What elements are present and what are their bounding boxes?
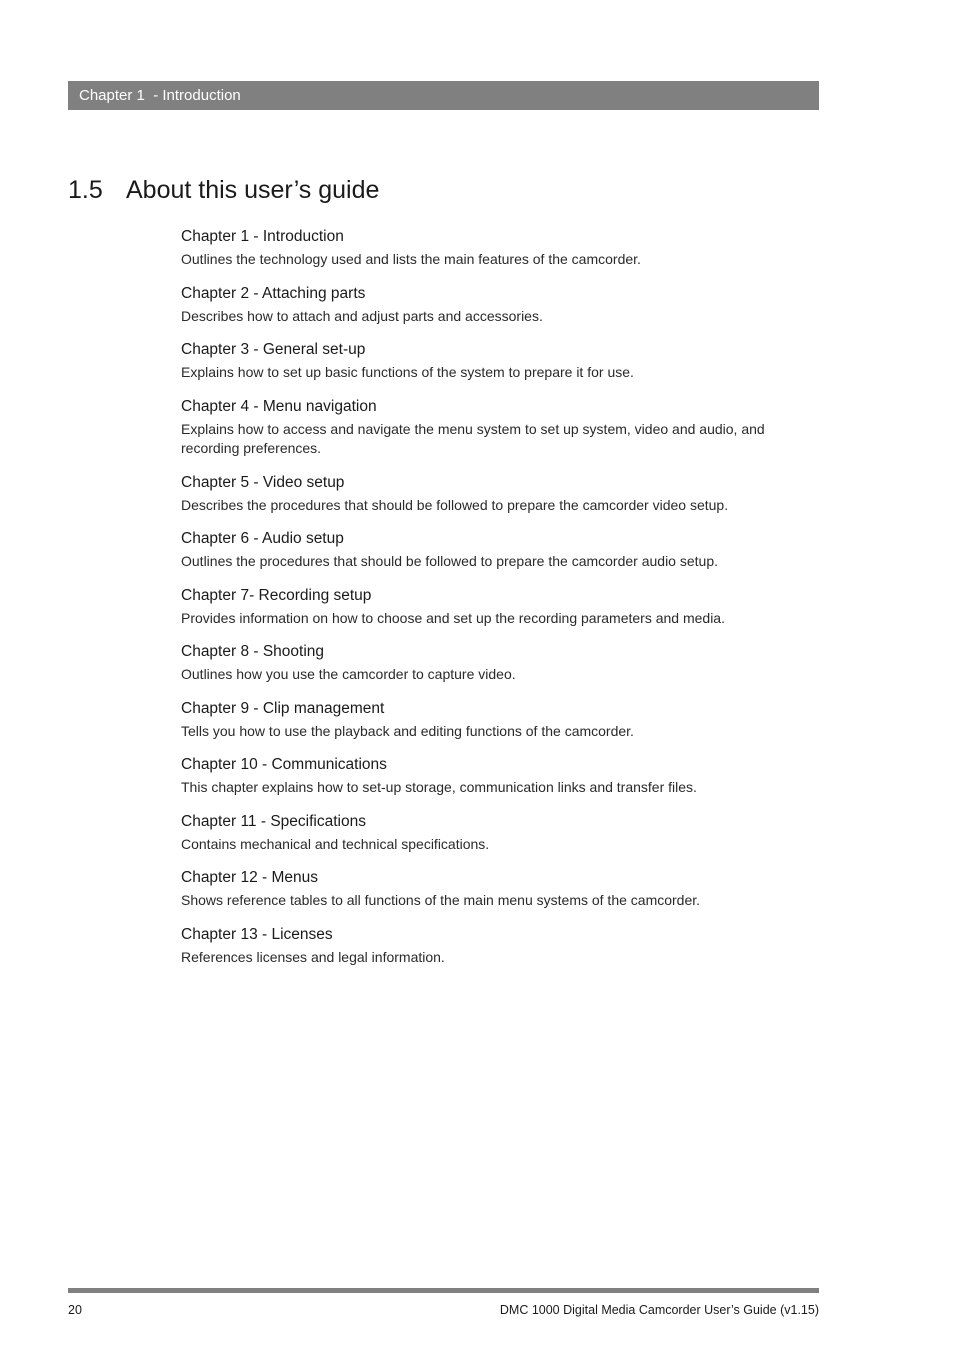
chapter-entry-description: Contains mechanical and technical specifications. (181, 835, 490, 852)
chapter-entry-description: Provides information on how to choose and set up the recording parameters and media. (181, 609, 725, 626)
chapter-entry-title: Chapter 10 - Communications (181, 756, 387, 773)
chapter-entry-title: Chapter 3 - General set-up (181, 341, 366, 358)
chapter-entry-title: Chapter 11 - Specifications (181, 812, 366, 830)
chapter-entry (181, 811, 821, 855)
chapter-header-bar (68, 81, 819, 110)
chapter-entry-title: Chapter 1 - Introduction (181, 228, 344, 245)
chapter-entry-title: Chapter 7- Recording setup (181, 586, 372, 604)
document-title: DMC 1000 Digital Media Camcorder User’s Guide (v1.15) (499, 1303, 819, 1317)
section-number: 1.5 (68, 176, 103, 204)
chapter-entry-title: Chapter 13 - Licenses (181, 925, 333, 943)
chapter-entry-description: This chapter explains how to set-up storage, communication links and transfer files. (181, 779, 697, 795)
footer-rule (68, 1288, 819, 1293)
chapter-entry-title: Chapter 5 - Video setup (181, 473, 345, 491)
chapter-entry-description: Describes the procedures that should be followed to prepare the camcorder video setup. (181, 496, 729, 513)
chapter-entry-description: Explains how to access and navigate the menu system to set up system, video and audio, and recording preferences. (181, 420, 765, 456)
chapter-entry (181, 754, 821, 798)
chapter-entry-description: Shows reference tables to all functions of the main menu systems of the camcorder. (181, 892, 701, 908)
chapter-entry-description: Describes how to attach and adjust parts and accessories. (181, 307, 543, 324)
chapter-entry (181, 867, 821, 911)
chapter-list (181, 226, 821, 980)
chapter-entry-description: Tells you how to use the playback and editing functions of the camcorder. (181, 722, 634, 739)
chapter-entry (181, 396, 821, 459)
chapter-entry (181, 472, 821, 516)
chapter-header-label: Chapter 1 - Introduction (79, 87, 241, 104)
chapter-entry-description: Outlines how you use the camcorder to capture video. (181, 666, 516, 682)
chapter-entry (181, 528, 821, 572)
chapter-entry-description: Outlines the technology used and lists the main features of the camcorder. (181, 251, 641, 267)
chapter-entry (181, 641, 821, 685)
chapter-entry-description: Explains how to set up basic functions of the system to prepare it for use. (181, 364, 634, 380)
chapter-entry-title: Chapter 12 - Menus (181, 869, 318, 886)
chapter-entry (181, 226, 821, 270)
chapter-entry-title: Chapter 8 - Shooting (181, 643, 325, 660)
chapter-entry-title: Chapter 2 - Attaching parts (181, 284, 366, 302)
chapter-entry (181, 585, 821, 629)
chapter-entry (181, 924, 821, 968)
chapter-entry (181, 339, 821, 383)
chapter-entry (181, 698, 821, 742)
chapter-entry-description: References licenses and legal information. (181, 948, 445, 965)
chapter-entry-description: Outlines the procedures that should be followed to prepare the camcorder audio setup. (181, 553, 718, 569)
section-heading (68, 172, 379, 208)
chapter-entry-title: Chapter 4 - Menu navigation (181, 397, 377, 415)
section-title: About this user’s guide (126, 176, 380, 204)
chapter-entry-title: Chapter 9 - Clip management (181, 699, 385, 717)
chapter-entry (181, 283, 821, 327)
page-number: 20 (68, 1303, 82, 1317)
chapter-entry-title: Chapter 6 - Audio setup (181, 530, 344, 547)
